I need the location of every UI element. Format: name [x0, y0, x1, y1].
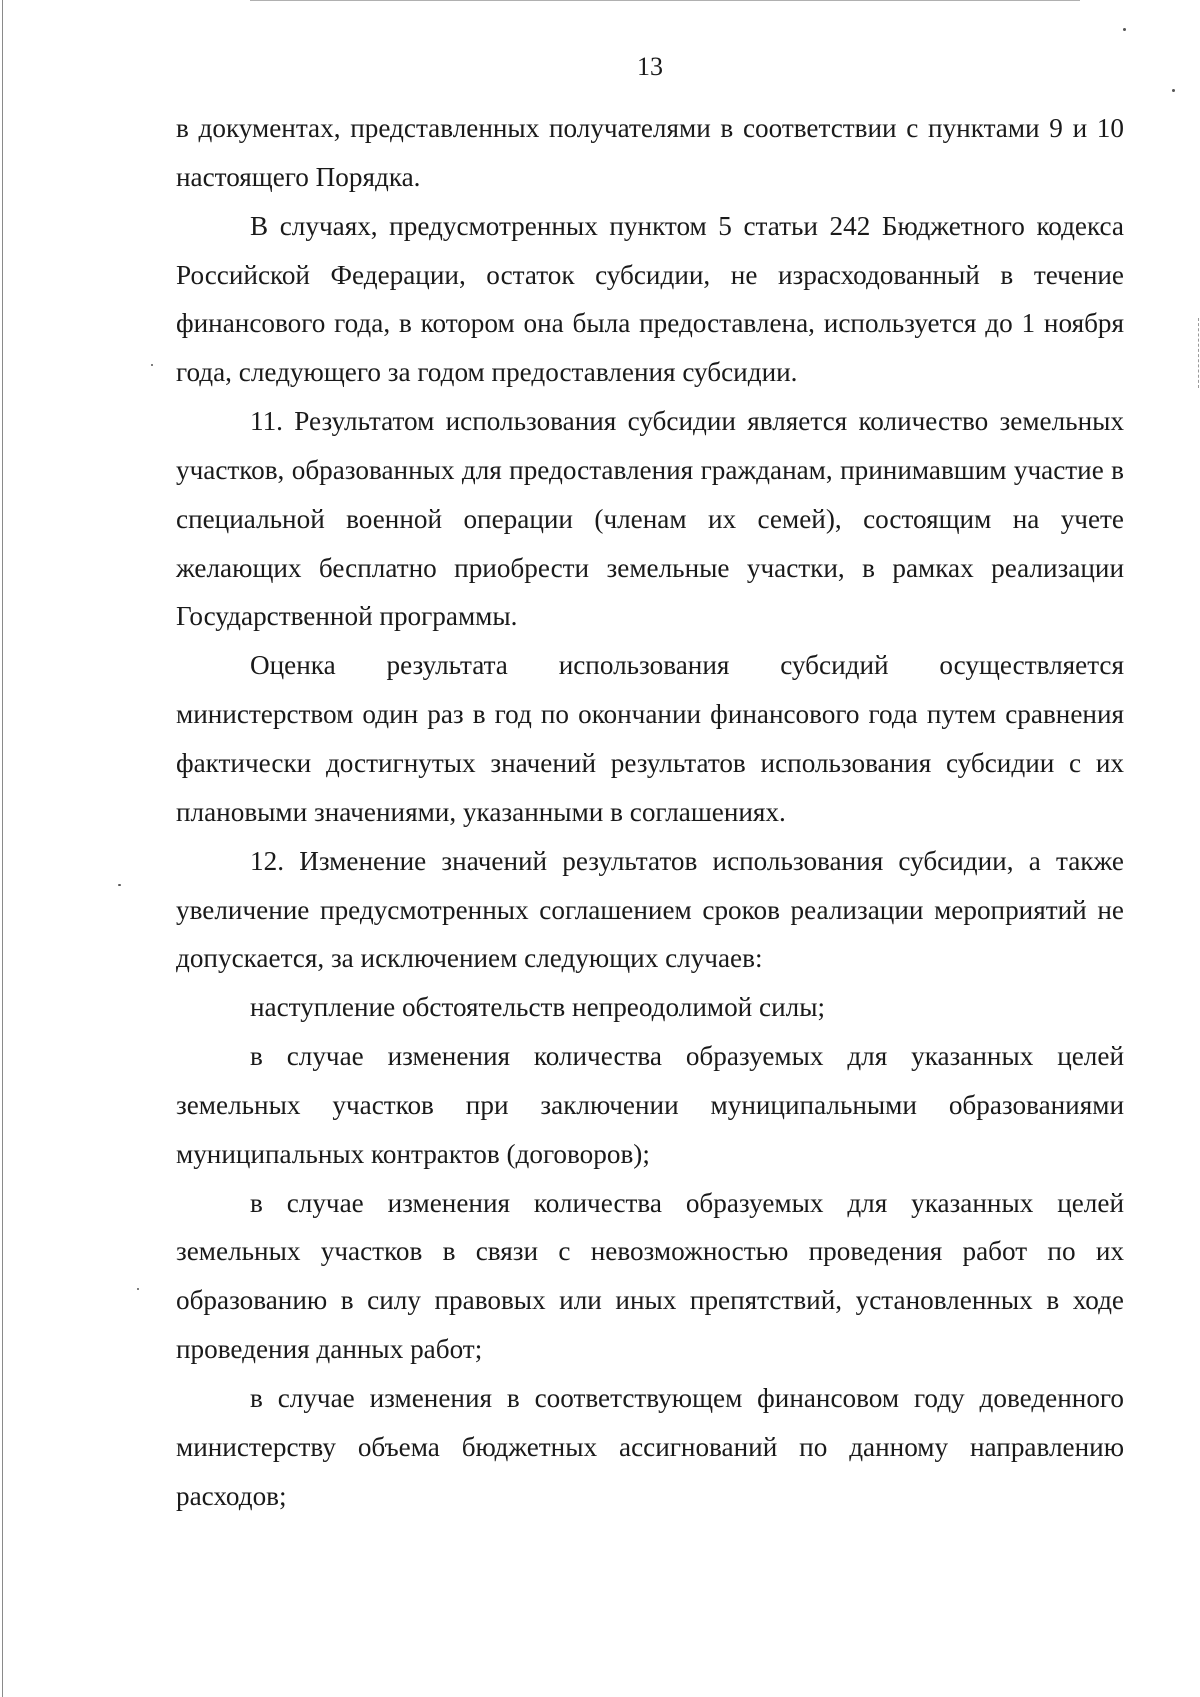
list-item-force-majeure: наступление обстоятельств непреодолимой силы;	[250, 992, 826, 1023]
page-number: 13	[637, 52, 663, 81]
scan-border-left	[2, 0, 3, 1697]
paragraph-item-11-result: 11. Результатом использования субсидии является количество земельных участков, образованных для предоставления гражданам, принимавшим участие в специальной военной операции (членам их семей), состоящим на учете желающих бесплатно приобрести земельные участки, в рамках реализации Государственной программы.	[176, 406, 1124, 632]
paragraph-continuation: в документах, представленных получателями в соответствии с пунктами 9 и 10 настоящего Порядка.	[176, 113, 1124, 192]
paragraph-subsidy-remainder: В случаях, предусмотренных пунктом 5 статьи 242 Бюджетного кодекса Российской Федерации, остаток субсидии, не израсходованный в течение финансового года, в котором она была предоставлена, используется до 1 ноября года, следующего за годом предоставления субсидии.	[176, 210, 1124, 388]
scan-speck	[1123, 28, 1126, 31]
list-item-contracts-change: в случае изменения количества образуемых для указанных целей земельных участков при заключении муниципальными образованиями муниципальных контрактов (договоров);	[176, 1041, 1124, 1169]
scan-speck	[1172, 89, 1175, 92]
paragraph-item-12-changes: 12. Изменение значений результатов использования субсидии, а также увеличение предусмотренных соглашением сроков реализации мероприятий не допускается, за исключением следующих случаев:	[176, 845, 1124, 974]
list-item-budget-change: в случае изменения в соответствующем финансовом году доведенного министерству объема бюджетных ассигнований по данному направлению расходов;	[176, 1382, 1124, 1511]
scan-speck	[137, 1288, 139, 1290]
scan-speck	[151, 364, 153, 366]
list-item-impossibility-change: в случае изменения количества образуемых для указанных целей земельных участков в связи с невозможностью проведения работ по их образованию в силу правовых или иных препятствий, установленных в ходе проведения данных работ;	[176, 1187, 1124, 1365]
paragraph-result-evaluation: Оценка результата использования субсидий осуществляется министерством один раз в год по окончании финансового года путем сравнения фактически достигнутых значений результатов использования субсидии с их плановыми значениями, указанными в соглашениях.	[176, 650, 1124, 827]
scan-speck	[118, 884, 121, 886]
document-body	[176, 104, 1124, 1520]
scan-border-top	[250, 0, 1080, 1]
